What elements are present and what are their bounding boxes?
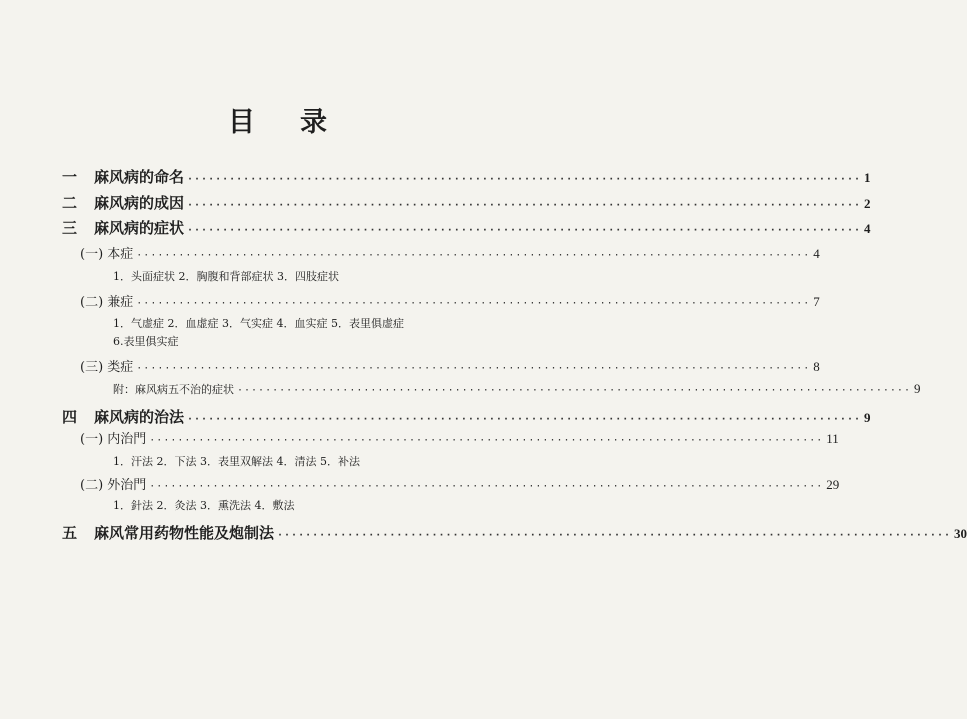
page-number: 11 [826, 431, 839, 446]
toc-entry-4-1[interactable] [80, 428, 839, 447]
leader-dots: ································································································ [149, 481, 824, 492]
toc-entry-4-2[interactable] [80, 474, 840, 493]
chapter-title: 麻风病的治法 [94, 408, 185, 426]
chapter-number: 五 [62, 524, 78, 542]
toc-subtopics-3-1: 1．头面症状 2．胸腹和背部症状 3．四肢症状 [113, 270, 339, 283]
toc-subtopics-3-2-cont: 6.表里俱实症 [113, 335, 179, 348]
leader-dots: ································································································ [277, 530, 951, 541]
page-number: 2 [863, 196, 871, 211]
section-title: (一) 内治門 [80, 432, 147, 447]
page-number: 4 [813, 246, 820, 261]
chapter-title: 麻风常用药物性能及炮制法 [94, 524, 275, 542]
toc-entry-appendix[interactable] [113, 381, 921, 397]
leader-dots: ································································································ [187, 414, 861, 425]
toc-entry-chapter-2[interactable] [62, 192, 871, 213]
page-number: 29 [826, 477, 840, 492]
leader-dots: ································································································ [187, 174, 861, 185]
chapter-number: 二 [62, 194, 78, 212]
toc-subtopics-3-2: 1．气虚症 2．血虚症 3．气实症 4．血实症 5．表里俱虚症 [113, 317, 404, 330]
toc-entry-3-1[interactable] [80, 243, 820, 262]
chapter-number: 四 [62, 408, 78, 426]
leader-dots: ································································································ [136, 363, 811, 374]
toc-entry-3-3[interactable] [80, 356, 820, 375]
toc-entry-3-2[interactable] [80, 291, 820, 310]
toc-entry-chapter-1[interactable] [62, 166, 871, 187]
leader-dots: ································································································ [187, 200, 861, 211]
page-number: 8 [813, 359, 820, 374]
toc-subtopics-4-1: 1．汗法 2．下法 3．表里双解法 4．清法 5．补法 [113, 455, 360, 468]
page-number: 4 [863, 221, 871, 236]
title-char-1: 目 [228, 107, 255, 138]
toc-entry-chapter-4[interactable] [62, 406, 871, 427]
section-title: (三) 类症 [80, 360, 134, 375]
leader-dots: ································································································ [187, 225, 861, 236]
toc-entry-chapter-5[interactable] [62, 522, 967, 543]
leader-dots: ································································································ [136, 250, 811, 261]
chapter-title: 麻风病的成因 [94, 194, 185, 212]
chapter-number: 三 [62, 219, 78, 237]
page-number: 30 [953, 526, 967, 541]
toc-subtopics-4-2: 1．針法 2．灸法 3．熏洗法 4．敷法 [113, 499, 295, 512]
leader-dots: ································································································ [149, 435, 824, 446]
page-number: 9 [863, 410, 871, 425]
leader-dots: ································································································ [136, 298, 811, 309]
section-title: (二) 兼症 [80, 295, 134, 310]
chapter-title: 麻风病的命名 [94, 168, 185, 186]
chapter-title: 麻风病的症状 [94, 219, 185, 237]
chapter-number: 一 [62, 168, 78, 186]
section-title: (二) 外治門 [80, 478, 147, 493]
leader-dots: ································································································ [237, 385, 911, 396]
toc-entry-chapter-3[interactable] [62, 217, 871, 238]
page-number: 1 [863, 170, 871, 185]
page-number: 7 [813, 294, 820, 309]
section-title: (一) 本症 [80, 247, 134, 262]
section-title: 附：麻风病五不治的症状 [113, 383, 234, 396]
title-char-2: 录 [300, 107, 327, 138]
page-number: 9 [913, 381, 921, 396]
